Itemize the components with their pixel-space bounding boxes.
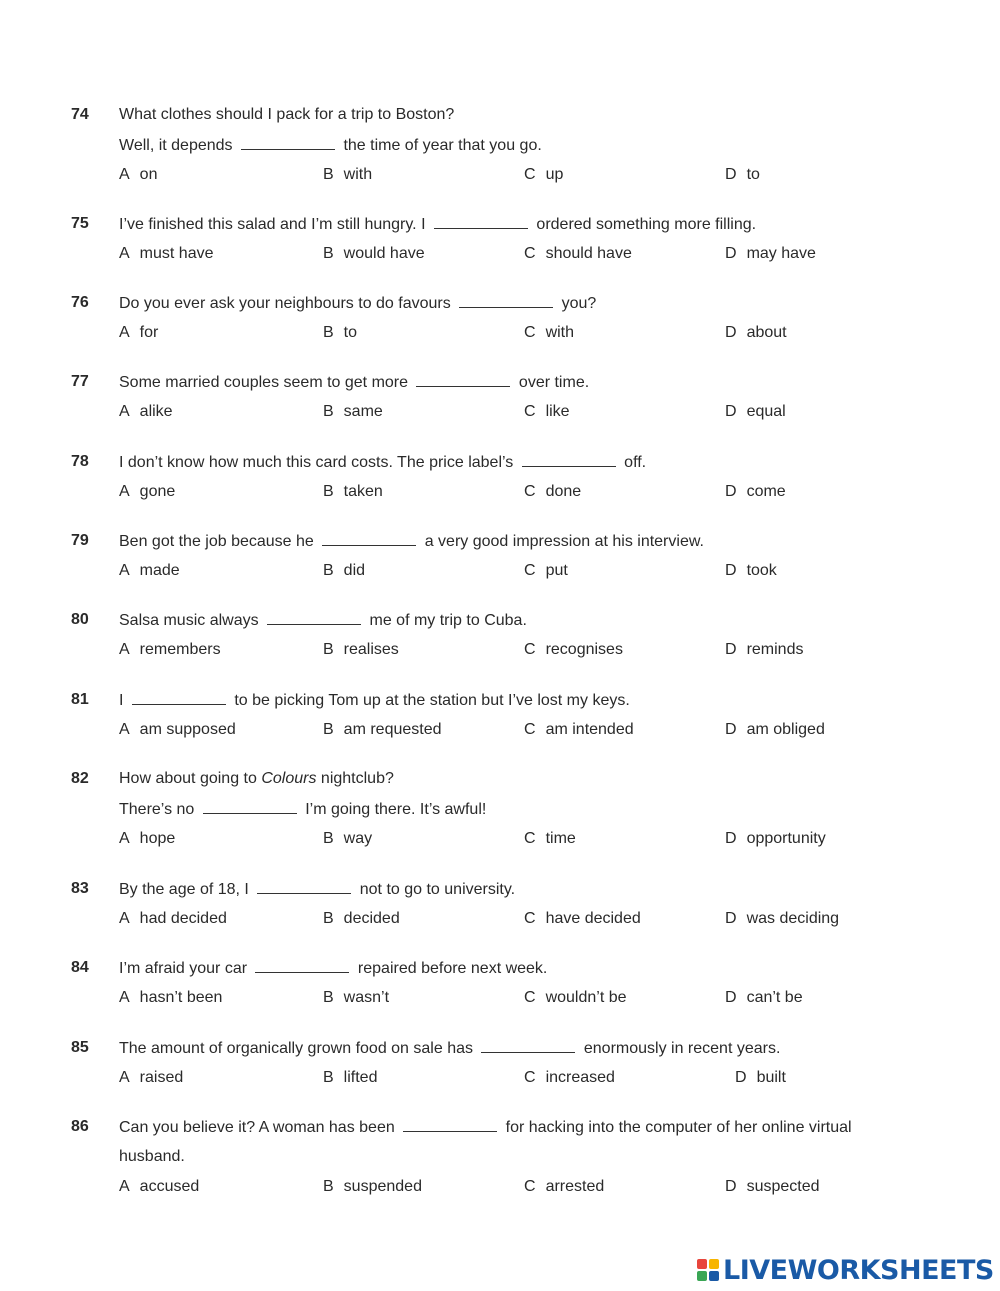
- question-text-line: [119, 105, 454, 125]
- option-letter: A: [119, 721, 130, 738]
- option-text: decided: [343, 910, 400, 927]
- question-text: I’m afraid your car: [119, 960, 252, 977]
- question-text: for hacking into the computer of her online virtual: [501, 1119, 852, 1136]
- option-letter: A: [119, 324, 130, 341]
- option-letter: A: [119, 989, 130, 1006]
- option-letter: B: [323, 910, 334, 927]
- option-d[interactable]: [725, 482, 786, 502]
- option-b[interactable]: [323, 482, 383, 502]
- answer-blank[interactable]: [255, 958, 349, 973]
- option-d[interactable]: [725, 1177, 820, 1197]
- question-number: 86: [71, 1118, 89, 1135]
- option-letter: A: [119, 562, 130, 579]
- option-b[interactable]: [323, 1068, 377, 1088]
- answer-blank[interactable]: [132, 690, 226, 705]
- option-c[interactable]: [524, 244, 632, 264]
- option-b[interactable]: [323, 323, 357, 343]
- option-text: was deciding: [746, 910, 840, 927]
- answer-blank[interactable]: [267, 610, 361, 625]
- option-text: took: [746, 562, 777, 579]
- option-text: time: [545, 830, 576, 847]
- question-number: 82: [71, 770, 89, 787]
- answer-blank[interactable]: [459, 293, 553, 308]
- option-b[interactable]: [323, 402, 383, 422]
- option-text: accused: [139, 1178, 200, 1195]
- option-text: built: [756, 1069, 786, 1086]
- answer-blank[interactable]: [257, 879, 351, 894]
- question-text-line: [119, 135, 542, 155]
- option-a[interactable]: [119, 561, 180, 581]
- option-c[interactable]: [524, 165, 563, 185]
- option-letter: D: [735, 1069, 747, 1086]
- option-text: to: [746, 166, 760, 183]
- option-c[interactable]: [524, 561, 568, 581]
- option-text: like: [545, 403, 570, 420]
- option-letter: D: [725, 483, 737, 500]
- option-letter: C: [524, 324, 536, 341]
- option-letter: A: [119, 166, 130, 183]
- question-text: What clothes should I pack for a trip to Boston?: [119, 106, 455, 123]
- option-letter: B: [323, 403, 334, 420]
- option-letter: B: [323, 989, 334, 1006]
- option-text: may have: [746, 245, 816, 262]
- question-text-line: [119, 1147, 185, 1167]
- option-text: am obliged: [746, 721, 825, 738]
- question-number: 77: [71, 373, 89, 390]
- option-b[interactable]: [323, 720, 442, 740]
- question-number: 75: [71, 215, 89, 232]
- option-b[interactable]: [323, 244, 425, 264]
- option-text: did: [343, 562, 366, 579]
- option-letter: D: [725, 830, 737, 847]
- answer-blank[interactable]: [241, 135, 335, 150]
- option-d[interactable]: [725, 244, 816, 264]
- option-text: hasn’t been: [139, 989, 223, 1006]
- question-text-line: [119, 214, 756, 234]
- question-text: Ben got the job because he: [119, 533, 319, 550]
- option-text: recognises: [545, 641, 623, 658]
- option-text: arrested: [545, 1178, 605, 1195]
- option-letter: D: [725, 403, 737, 420]
- option-d[interactable]: [725, 561, 777, 581]
- question-text-line: [119, 799, 486, 819]
- option-b[interactable]: [323, 165, 372, 185]
- option-c[interactable]: [524, 640, 623, 660]
- option-text: wasn’t: [343, 989, 390, 1006]
- option-letter: C: [524, 245, 536, 262]
- option-b[interactable]: [323, 640, 399, 660]
- question-text: enormously in recent years.: [579, 1040, 781, 1057]
- option-d[interactable]: [725, 165, 760, 185]
- option-letter: D: [725, 245, 737, 262]
- option-text: suspended: [343, 1178, 422, 1195]
- option-letter: B: [323, 562, 334, 579]
- question-text: to be picking Tom up at the station but I’ve lost my keys.: [229, 692, 630, 709]
- option-text: have decided: [545, 910, 641, 927]
- option-text: would have: [343, 245, 425, 262]
- question-number: 85: [71, 1039, 89, 1056]
- option-text: wouldn’t be: [545, 989, 627, 1006]
- question-text: By the age of 18, I: [119, 881, 254, 898]
- option-letter: D: [725, 989, 737, 1006]
- option-letter: B: [323, 245, 334, 262]
- option-a[interactable]: [119, 244, 213, 264]
- option-text: up: [545, 166, 564, 183]
- option-a[interactable]: [119, 909, 227, 929]
- liveworksheets-logo: [697, 1253, 995, 1287]
- option-text: gone: [139, 483, 176, 500]
- option-letter: C: [524, 910, 536, 927]
- question-text: ordered something more filling.: [531, 216, 757, 233]
- option-a[interactable]: [119, 1177, 199, 1197]
- option-letter: B: [323, 324, 334, 341]
- option-b[interactable]: [323, 1177, 422, 1197]
- logo-block: [709, 1271, 719, 1281]
- option-letter: C: [524, 166, 536, 183]
- option-text: am requested: [343, 721, 442, 738]
- option-text: remembers: [139, 641, 221, 658]
- question-text: the time of year that you go.: [339, 137, 542, 154]
- question-text: I’ve finished this salad and I’m still hungry. I: [119, 216, 430, 233]
- option-letter: C: [524, 641, 536, 658]
- option-a[interactable]: [119, 988, 222, 1008]
- question-text: Do you ever ask your neighbours to do favours: [119, 295, 456, 312]
- option-text: raised: [139, 1069, 184, 1086]
- question-text: Some married couples seem to get more: [119, 374, 413, 391]
- option-text: on: [139, 166, 158, 183]
- question-text: a very good impression at his interview.: [420, 533, 704, 550]
- option-letter: B: [323, 166, 334, 183]
- option-text: done: [545, 483, 582, 500]
- option-text: way: [343, 830, 373, 847]
- question-number: 83: [71, 880, 89, 897]
- option-letter: C: [524, 721, 536, 738]
- option-d[interactable]: [725, 720, 825, 740]
- option-text: suspected: [746, 1178, 820, 1195]
- option-letter: A: [119, 403, 130, 420]
- question-text-line: [119, 531, 704, 551]
- question-text: you?: [557, 295, 597, 312]
- question-text-line: [119, 610, 527, 630]
- option-text: reminds: [746, 641, 804, 658]
- question-text: I don’t know how much this card costs. The price label’s: [119, 454, 518, 471]
- question-text-line: [119, 958, 547, 978]
- option-d[interactable]: [725, 640, 803, 660]
- question-text-line: [119, 1038, 780, 1058]
- question-text: Can you believe it? A woman has been: [119, 1119, 400, 1136]
- question-text: repaired before next week.: [353, 960, 548, 977]
- option-c[interactable]: [524, 988, 627, 1008]
- logo-blocks-icon: [697, 1259, 719, 1281]
- question-text: Well, it depends: [119, 137, 237, 154]
- option-text: to: [343, 324, 358, 341]
- option-text: am intended: [545, 721, 634, 738]
- question-text: off.: [619, 454, 647, 471]
- question-text-line: [119, 690, 630, 710]
- option-text: come: [746, 483, 786, 500]
- option-c[interactable]: [524, 829, 576, 849]
- question-text: Salsa music always: [119, 612, 264, 629]
- question-text: over time.: [514, 374, 590, 391]
- option-c[interactable]: [524, 1068, 615, 1088]
- option-a[interactable]: [119, 720, 236, 740]
- question-number: 81: [71, 691, 89, 708]
- option-text: same: [343, 403, 383, 420]
- question-text-line: [119, 372, 589, 392]
- answer-blank[interactable]: [416, 372, 510, 387]
- option-text: opportunity: [746, 830, 826, 847]
- question-text: me of my trip to Cuba.: [365, 612, 527, 629]
- option-c[interactable]: [524, 1177, 604, 1197]
- question-number: 78: [71, 453, 89, 470]
- logo-block: [697, 1271, 707, 1281]
- option-text: can’t be: [746, 989, 803, 1006]
- answer-blank[interactable]: [203, 799, 297, 814]
- option-text: must have: [139, 245, 214, 262]
- option-letter: B: [323, 1178, 334, 1195]
- option-d[interactable]: [735, 1068, 786, 1088]
- option-letter: D: [725, 324, 737, 341]
- question-number: 79: [71, 532, 89, 549]
- option-text: increased: [545, 1069, 615, 1086]
- option-b[interactable]: [323, 909, 400, 929]
- option-letter: A: [119, 641, 130, 658]
- option-text: should have: [545, 245, 632, 262]
- option-text: am supposed: [139, 721, 236, 738]
- answer-blank[interactable]: [481, 1038, 575, 1053]
- question-text-line: [119, 879, 515, 899]
- option-d[interactable]: [725, 402, 786, 422]
- option-letter: D: [725, 166, 737, 183]
- option-c[interactable]: [524, 402, 570, 422]
- option-letter: C: [524, 830, 536, 847]
- option-b[interactable]: [323, 561, 365, 581]
- question-text-line: [119, 293, 596, 313]
- option-text: had decided: [139, 910, 227, 927]
- option-letter: D: [725, 721, 737, 738]
- option-letter: A: [119, 830, 130, 847]
- option-letter: B: [323, 1069, 334, 1086]
- option-a[interactable]: [119, 640, 221, 660]
- question-text: How about going to Colours nightclub?: [119, 770, 394, 787]
- option-text: with: [545, 324, 575, 341]
- option-a[interactable]: [119, 323, 158, 343]
- question-text: not to go to university.: [355, 881, 516, 898]
- question-text-line: [119, 769, 394, 789]
- option-letter: A: [119, 910, 130, 927]
- option-text: hope: [139, 830, 176, 847]
- question-text: The amount of organically grown food on sale has: [119, 1040, 478, 1057]
- option-text: made: [139, 562, 180, 579]
- option-b[interactable]: [323, 829, 372, 849]
- option-letter: D: [725, 1178, 737, 1195]
- option-d[interactable]: [725, 323, 787, 343]
- option-letter: C: [524, 483, 536, 500]
- option-a[interactable]: [119, 165, 157, 185]
- option-letter: C: [524, 562, 536, 579]
- option-letter: B: [323, 721, 334, 738]
- option-c[interactable]: [524, 720, 634, 740]
- option-d[interactable]: [725, 909, 839, 929]
- option-letter: A: [119, 245, 130, 262]
- answer-blank[interactable]: [434, 214, 528, 229]
- option-text: taken: [343, 483, 383, 500]
- question-number: 84: [71, 959, 89, 976]
- option-letter: A: [119, 483, 130, 500]
- option-c[interactable]: [524, 482, 581, 502]
- question-text: There’s no: [119, 801, 199, 818]
- option-a[interactable]: [119, 1068, 183, 1088]
- option-d[interactable]: [725, 988, 803, 1008]
- option-text: about: [746, 324, 787, 341]
- answer-blank[interactable]: [522, 452, 616, 467]
- option-b[interactable]: [323, 988, 389, 1008]
- option-letter: A: [119, 1178, 130, 1195]
- option-letter: B: [323, 830, 334, 847]
- option-c[interactable]: [524, 909, 641, 929]
- logo-block: [697, 1259, 707, 1269]
- logo-text: LIVEWORKSHEETS: [723, 1254, 994, 1286]
- option-letter: C: [524, 989, 536, 1006]
- option-letter: D: [725, 562, 737, 579]
- question-text-line: [119, 1117, 852, 1137]
- option-letter: A: [119, 1069, 130, 1086]
- option-a[interactable]: [119, 829, 175, 849]
- question-text: husband.: [119, 1148, 185, 1165]
- question-text: I: [119, 692, 128, 709]
- option-letter: B: [323, 483, 334, 500]
- option-c[interactable]: [524, 323, 574, 343]
- answer-blank[interactable]: [403, 1117, 497, 1132]
- option-text: put: [545, 562, 568, 579]
- option-letter: C: [524, 1069, 536, 1086]
- option-letter: C: [524, 403, 536, 420]
- option-a[interactable]: [119, 402, 173, 422]
- option-text: lifted: [343, 1069, 378, 1086]
- question-text-line: [119, 452, 646, 472]
- option-letter: C: [524, 1178, 536, 1195]
- option-d[interactable]: [725, 829, 826, 849]
- option-letter: D: [725, 641, 737, 658]
- question-number: 80: [71, 611, 89, 628]
- option-text: equal: [746, 403, 786, 420]
- option-text: with: [343, 166, 373, 183]
- option-letter: D: [725, 910, 737, 927]
- question-text: I’m going there. It’s awful!: [300, 801, 487, 818]
- option-text: realises: [343, 641, 399, 658]
- option-text: for: [139, 324, 159, 341]
- option-text: alike: [139, 403, 173, 420]
- question-number: 76: [71, 294, 89, 311]
- logo-block: [709, 1259, 719, 1269]
- answer-blank[interactable]: [322, 531, 416, 546]
- option-letter: B: [323, 641, 334, 658]
- question-number: 74: [71, 106, 89, 123]
- option-a[interactable]: [119, 482, 175, 502]
